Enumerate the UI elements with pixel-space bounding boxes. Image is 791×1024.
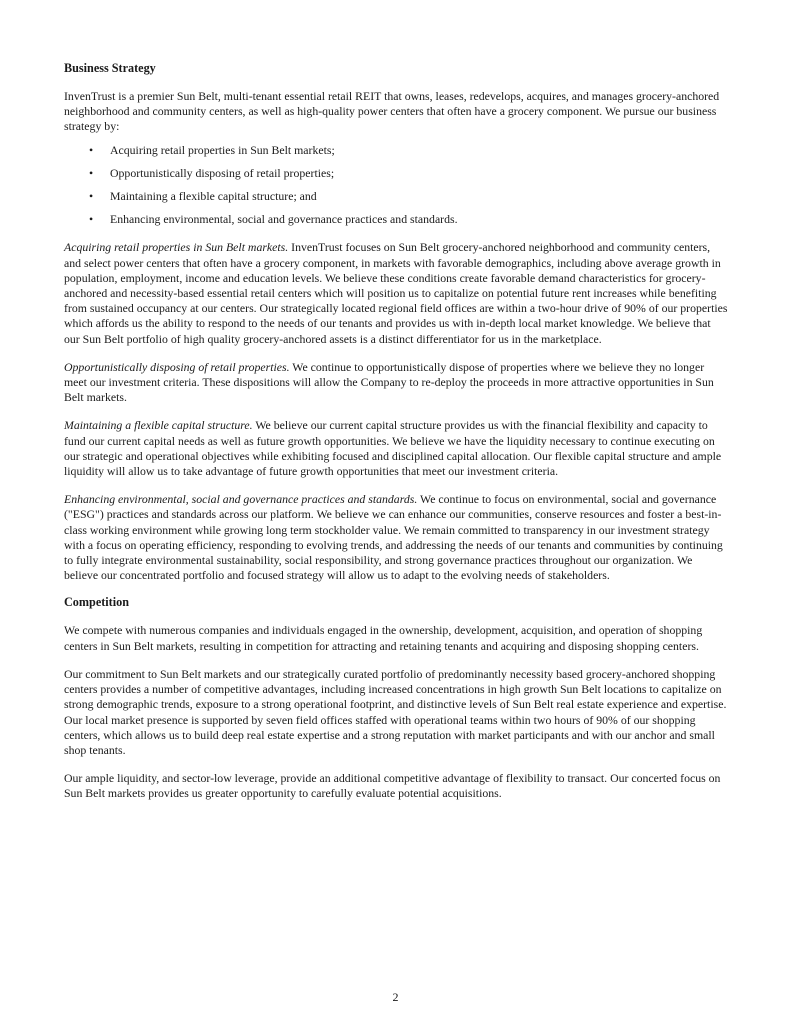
strategy-paragraph-body: We continue to focus on environmental, social and governance ("ESG") practices and standards across our platform. We believe we can enhance our communities, conserve resources and foster a best-in-class working environment while growing long term stockholder value. We remain committed to transparency in our investment strategy with a focus on operating efficiency, responding to evolving trends, and addressing the needs of our tenants and communities by continuing to fully integrate environmental sustainability, social responsibility, and strong governance practices throughout our organization. We believe our concentrated portfolio and focused strategy will allow us to adapt to the evolving needs of stakeholders.: [64, 492, 723, 583]
bullet-icon: •: [89, 212, 94, 227]
business-strategy-intro: InvenTrust is a premier Sun Belt, multi-tenant essential retail REIT that owns, leases, redevelops, acquires, and manages grocery-anchored neighborhood and community centers, as well as high-quality power centers that often have a grocery component. We pursue our business strategy by:: [64, 89, 720, 134]
competition-paragraph: Our commitment to Sun Belt markets and our strategically curated portfolio of predominantly necessity based grocery-anchored shopping centers provides a number of competitive advantages, including increased concentrations in high growth Sun Belt locations to capitalize on strong demographic trends, exposure to a strong operational footprint, and distinctive levels of Sun Belt real estate experience and expertise. Our local market presence is supported by seven field offices staffed with operational teams within two hours of 90% of our shopping centers, which allows us to build deep real estate expertise and a strong reputation with market participants and with our anchor and small shop tenants.: [64, 666, 727, 757]
business-strategy-heading: Business Strategy: [64, 61, 156, 75]
strategy-paragraph-disposing: [64, 360, 729, 406]
competition-heading: Competition: [64, 595, 129, 610]
strategy-paragraph-capital: [64, 418, 729, 479]
strategy-paragraph-lead: Enhancing environmental, social and governance practices and standards.: [64, 492, 418, 507]
strategy-bullet-text: Opportunistically disposing of retail properties;: [110, 165, 335, 180]
strategy-paragraph-body: We believe our current capital structure provides us with the financial flexibility and capacity to fund our current capital needs as well as future growth opportunities. We believe we have the liquidity necessary to continue executing on our strategic and operational objectives while exhibiting focused and disciplined capital allocation. Our flexible capital structure and ample liquidity will allow us to take advantage of future growth opportunities that meet our investment criteria.: [64, 418, 722, 479]
bullet-icon: •: [89, 142, 94, 157]
strategy-bullet-list: [64, 143, 729, 228]
strategy-paragraph-lead: Acquiring retail properties in Sun Belt markets.: [64, 240, 289, 255]
strategy-paragraph-body: We continue to opportunistically dispose of properties where we believe they no longer meet our investment criteria. These dispositions will allow the Company to re-deploy the proceeds in more attractive opportunities in Sun Belt markets.: [64, 359, 714, 405]
strategy-bullet-text: Enhancing environmental, social and governance practices and standards.: [110, 212, 458, 227]
strategy-bullet-item: [64, 143, 729, 158]
strategy-bullet-item: [64, 212, 729, 227]
strategy-paragraph-acquiring: [64, 240, 729, 346]
bullet-icon: •: [89, 189, 94, 204]
strategy-bullet-text: Maintaining a flexible capital structure; and: [110, 189, 317, 204]
strategy-paragraph-lead: Maintaining a flexible capital structure.: [64, 418, 253, 433]
strategy-paragraph-esg: [64, 492, 729, 583]
strategy-bullet-item: [64, 189, 729, 204]
strategy-bullet-text: Acquiring retail properties in Sun Belt markets;: [110, 142, 335, 157]
page-number: 2: [392, 990, 399, 1004]
strategy-paragraph-lead: Opportunistically disposing of retail properties.: [64, 359, 290, 374]
strategy-bullet-item: [64, 166, 729, 181]
bullet-icon: •: [89, 165, 94, 180]
document-page: [64, 60, 729, 802]
competition-paragraph: We compete with numerous companies and individuals engaged in the ownership, development, acquisition, and operation of shopping centers in Sun Belt markets, resulting in competition for attracting and retaining tenants and acquiring and disposing shopping centers.: [64, 623, 703, 653]
competition-paragraph: Our ample liquidity, and sector-low leverage, provide an additional competitive advantage of flexibility to transact. Our concerted focus on Sun Belt markets provides us greater opportunity to carefully evaluate potential acquisitions.: [64, 771, 721, 801]
strategy-paragraph-body: InvenTrust focuses on Sun Belt grocery-anchored neighborhood and community centers, and select power centers that often have a grocery component, in markets with favorable demographics, including above average growth in population, employment, income and education levels. We believe these conditions create favorable demand characteristics for grocery-anchored and necessity-based essential retail centers which will position us to capitalize on potential future rent increases while benefiting from sustained occupancy at our centers. Our strategically located regional field offices are within a two-hour drive of 90% of our properties which affords us the ability to respond to the needs of our tenants and provides us with in-depth local market knowledge. We believe that our Sun Belt portfolio of high quality grocery-anchored assets is a distinct differentiator for us in the marketplace.: [64, 240, 728, 346]
